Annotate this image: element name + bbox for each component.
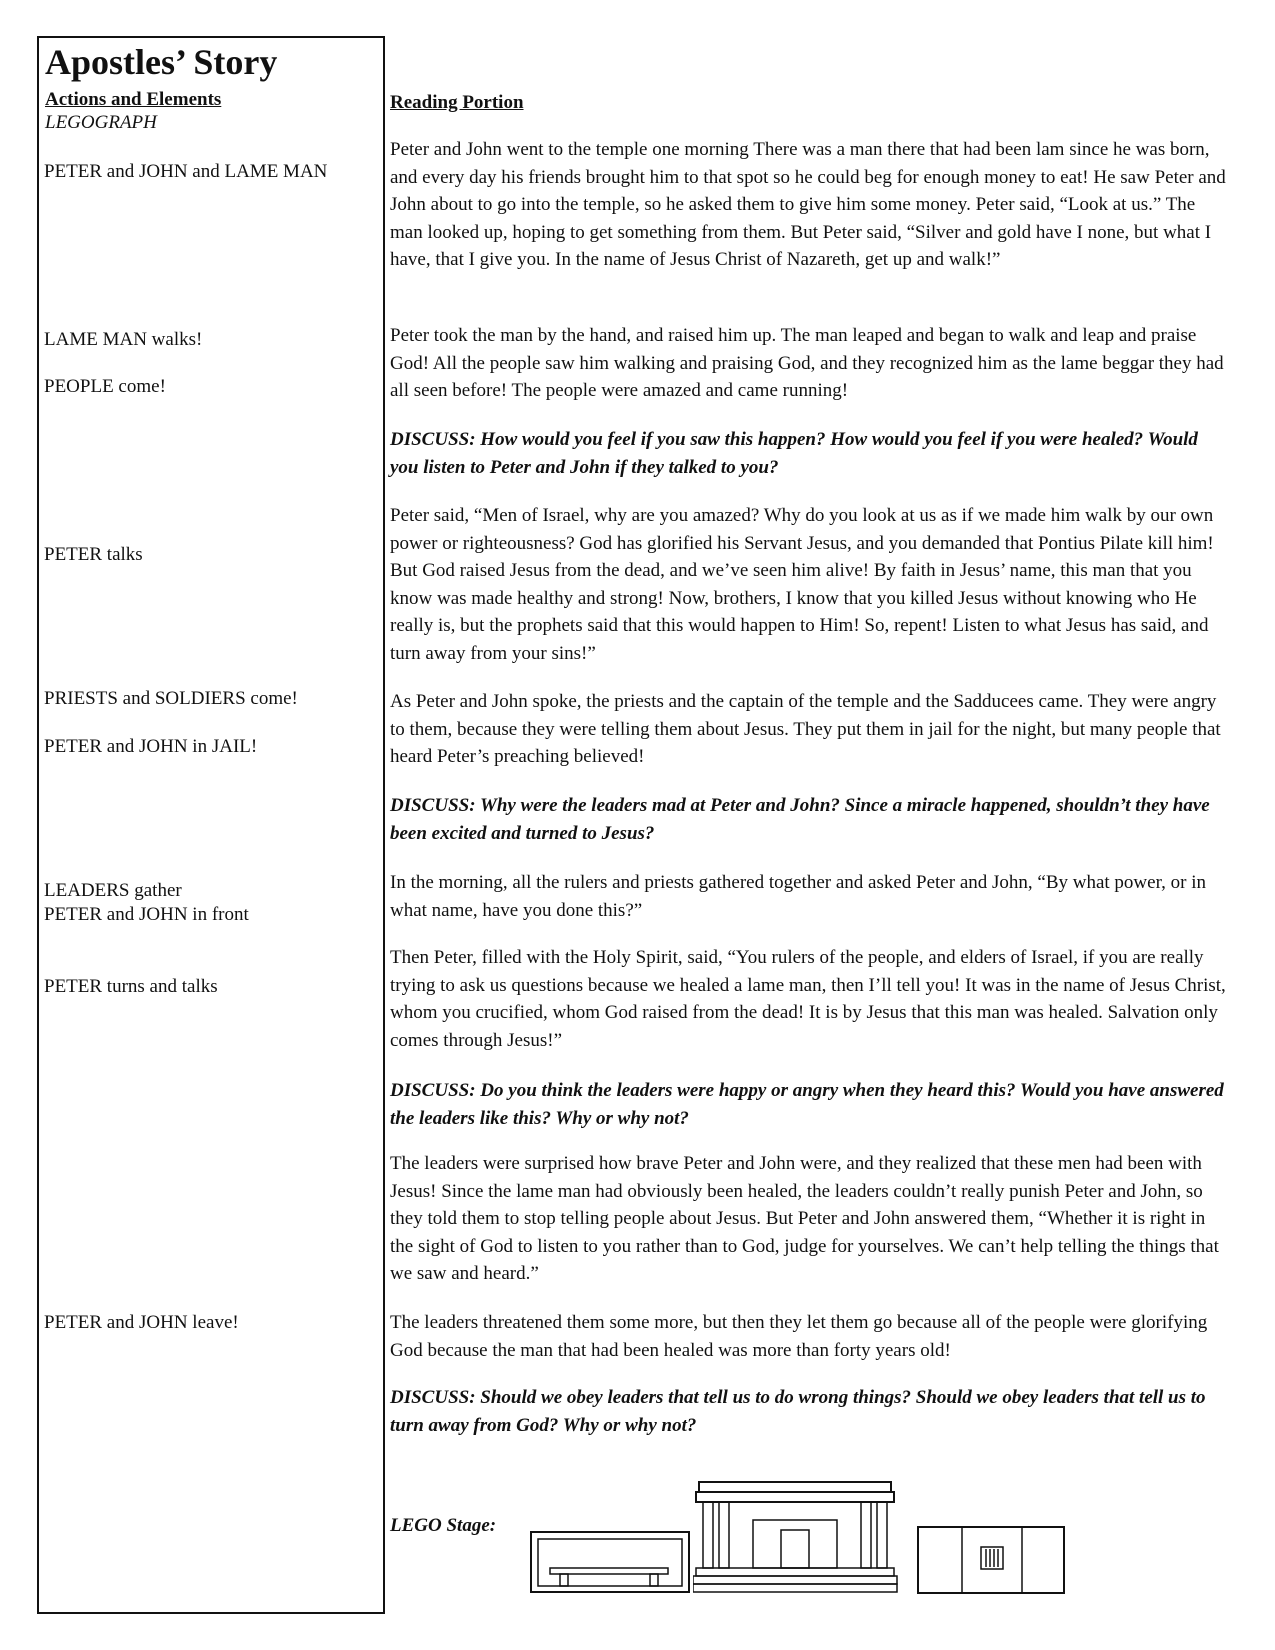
action-item: PETER and JOHN in front xyxy=(44,904,249,925)
discuss-question: DISCUSS: Why were the leaders mad at Peter and John? Since a miracle happened, shouldn’t they have been excited and turned to Jesus? xyxy=(390,795,1210,844)
page-title: Apostles’ Story xyxy=(45,42,278,82)
reading-paragraph: The leaders threatened them some more, but then they let them go because all of the people were glorifying God because the man that had been healed was more than forty years old! xyxy=(390,1312,1208,1361)
reading-paragraph: In the morning, all the rulers and priests gathered together and asked Peter and John, “By what power, or in what name, have you done this?” xyxy=(390,872,1207,921)
action-item: PRIESTS and SOLDIERS come! xyxy=(44,688,298,709)
temple-icon xyxy=(693,1480,903,1595)
actions-column-frame xyxy=(37,36,385,1614)
bench-scene-icon xyxy=(530,1530,695,1595)
actions-heading: Actions and Elements xyxy=(45,89,222,110)
action-item: PETER and JOHN in JAIL! xyxy=(44,736,258,757)
reading-paragraph: Then Peter, filled with the Holy Spirit, said, “You rulers of the people, and elders of Israel, if you are really trying to ask us questions because we healed a lame man, then I’ll tell you! It was in the name of Jesus Christ, whom you crucified, whom God raised from the dead! It is by Jesus that this man was healed. Salvation only comes through Jesus!” xyxy=(390,947,1226,1051)
reading-heading: Reading Portion xyxy=(390,92,524,113)
action-item: PEOPLE come! xyxy=(44,376,166,397)
action-item: PETER turns and talks xyxy=(44,976,218,997)
action-item: PETER talks xyxy=(44,544,143,565)
reading-paragraph: The leaders were surprised how brave Peter and John were, and they realized that these men had been with Jesus! Since the lame man had obviously been healed, the leaders couldn’t really punish Peter and John, so they told them to stop telling people about Jesus. But Peter and John answered them, “Whether it is right in the sight of God to listen to you rather than to God, judge for yourselves. We can’t help telling the things that we saw and heard.” xyxy=(390,1153,1219,1284)
action-item: LAME MAN walks! xyxy=(44,329,203,350)
jail-icon xyxy=(917,1525,1067,1597)
action-item: PETER and JOHN leave! xyxy=(44,1312,239,1333)
legograph-subheading: LEGOGRAPH xyxy=(45,112,157,133)
reading-paragraph: Peter said, “Men of Israel, why are you amazed? Why do you look at us as if we made him walk by our own power or righteousness? God has glorified his Servant Jesus, and you demanded that Pontius Pilate kill him! But God raised Jesus from the dead, and we’ve seen him alive! By faith in Jesus’ name, this man that you know was made healthy and strong! Now, brothers, I know that you killed Jesus without knowing who He really is, but the prophets said that this would happen to Him! So, repent! Listen to what Jesus has said, and turn away from your sins!” xyxy=(390,505,1214,664)
reading-paragraph: As Peter and John spoke, the priests and the captain of the temple and the Sadducees came. They were angry to them, because they were telling them about Jesus. They put them in jail for the night, but many people that heard Peter’s preaching believed! xyxy=(390,691,1221,767)
action-item: PETER and JOHN and LAME MAN xyxy=(44,161,328,182)
discuss-question: DISCUSS: Do you think the leaders were happy or angry when they heard this? Would you have answered the leaders like this? Why or why not? xyxy=(390,1080,1224,1129)
lego-stage-label: LEGO Stage: xyxy=(390,1515,497,1536)
discuss-question: DISCUSS: How would you feel if you saw this happen? How would you feel if you were healed? Would you listen to Peter and John if they talked to you? xyxy=(390,429,1198,478)
action-item: LEADERS gather xyxy=(44,880,182,901)
discuss-question: DISCUSS: Should we obey leaders that tell us to do wrong things? Should we obey leaders that tell us to turn away from God? Why or why not? xyxy=(390,1387,1206,1436)
reading-paragraph: Peter took the man by the hand, and raised him up. The man leaped and began to walk and leap and praise God! All the people saw him walking and praising God, and they recognized him as the lame beggar they had all seen before! The people were amazed and came running! xyxy=(390,325,1224,401)
reading-paragraph: Peter and John went to the temple one morning There was a man there that had been lam since he was born, and every day his friends brought him to that spot so he could beg for enough money to eat! He saw Peter and John about to go into the temple, so he asked them to give him some money. Peter said, “Look at us.” The man looked up, hoping to get something from them. But Peter said, “Silver and gold have I none, but what I have, that I give you. In the name of Jesus Christ of Nazareth, get up and walk!” xyxy=(390,139,1226,270)
